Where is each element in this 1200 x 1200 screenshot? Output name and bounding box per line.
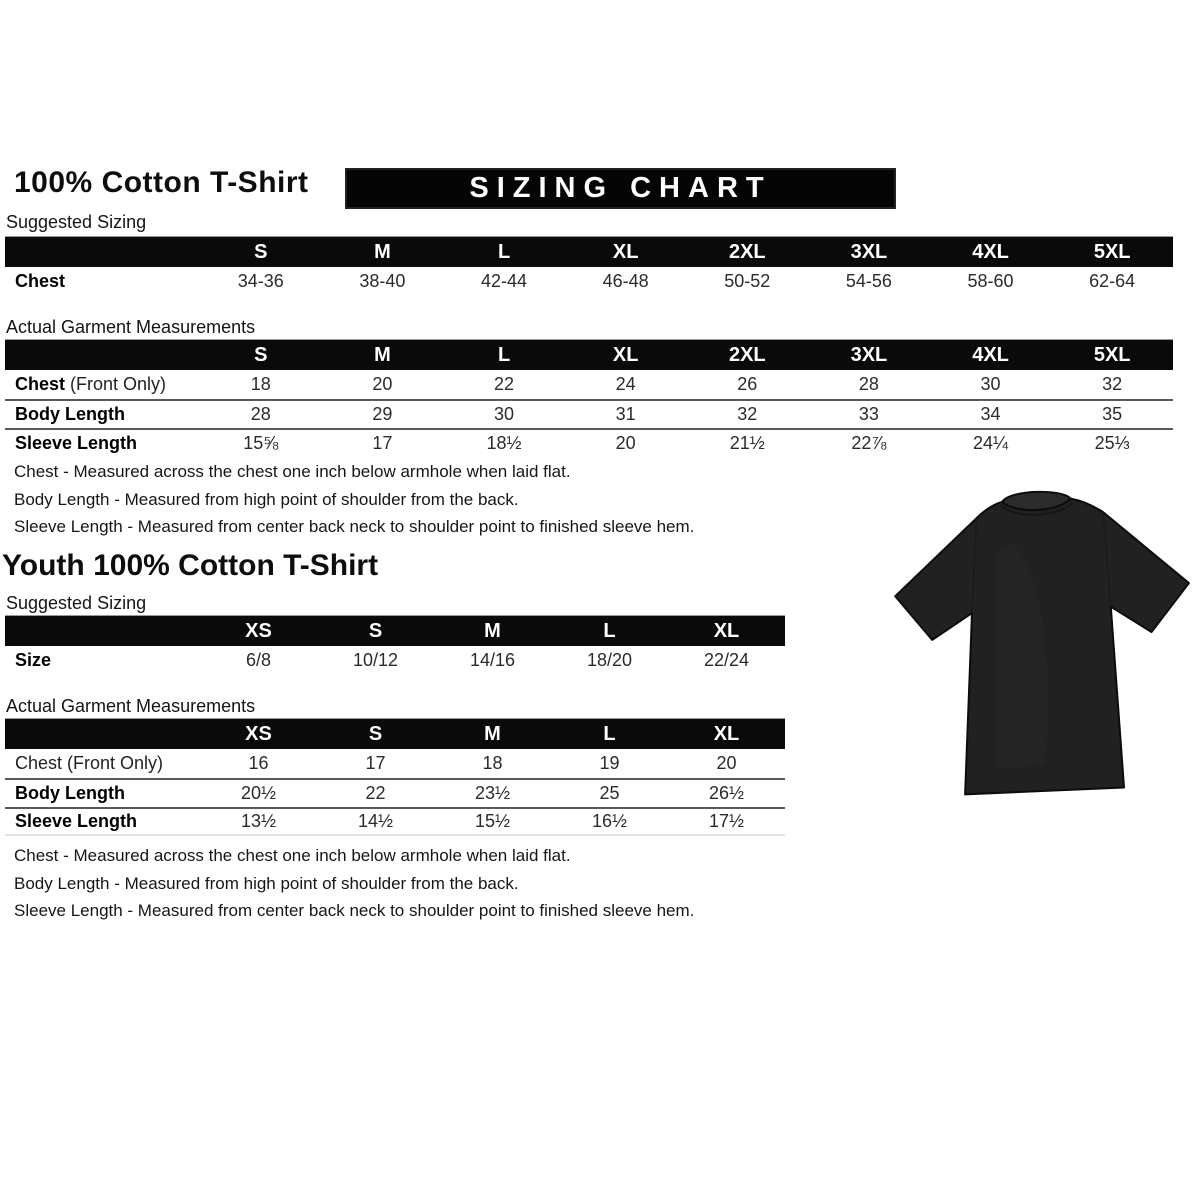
- table-row-body-length: [5, 399, 1173, 428]
- cell-value: 6/8: [245, 650, 272, 670]
- cell-value: 22: [494, 374, 515, 394]
- cell-value: 20: [716, 753, 737, 773]
- size-column-header: XS: [245, 619, 272, 642]
- adult-actual-measurements-table: [5, 339, 1173, 457]
- youth-suggested-header-row: [5, 615, 785, 646]
- youth-actual-header-row: [5, 718, 785, 749]
- row-label: Chest (Front Only): [15, 753, 164, 773]
- cell-value: 20½: [240, 783, 277, 803]
- cell-value: 18½: [486, 433, 522, 453]
- cell-value: 17½: [708, 811, 745, 831]
- row-label: Sleeve Length: [15, 811, 138, 831]
- youth-title: Youth 100% Cotton T-Shirt: [2, 549, 379, 582]
- table-row: [5, 267, 1173, 296]
- size-column-header: M: [374, 343, 391, 366]
- cell-value: 34: [980, 404, 1001, 424]
- size-column-header: M: [484, 619, 501, 642]
- cell-value: 42-44: [481, 271, 528, 291]
- cell-value: 31: [615, 404, 636, 424]
- cell-value: 14½: [357, 811, 394, 831]
- note-body-length: Body Length - Measured from high point of shoulder from the back.: [14, 489, 519, 509]
- youth-suggested-sizing-table: [5, 615, 785, 675]
- cell-value: 22⅞: [851, 433, 887, 453]
- cell-value: 29: [372, 404, 393, 424]
- size-column-header: 5XL: [1093, 343, 1131, 366]
- note-sleeve-length: Sleeve Length - Measured from center back neck to shoulder point to finished sleeve hem.: [14, 901, 695, 920]
- size-column-header: 3XL: [850, 343, 888, 366]
- cell-value: 17: [365, 753, 386, 773]
- cell-value: 16½: [591, 811, 628, 831]
- size-column-header: 4XL: [972, 343, 1009, 366]
- table-row-chest: [5, 370, 1173, 399]
- size-column-header: L: [497, 240, 511, 263]
- cell-value: 62-64: [1089, 271, 1136, 291]
- adult-suggested-header-row: [5, 236, 1173, 267]
- table-row-sleeve-length: [5, 428, 1173, 457]
- cell-value: 28: [250, 404, 271, 424]
- tshirt-image: [889, 483, 1197, 805]
- adult-suggested-sizing-table: [5, 236, 1173, 296]
- cell-value: 18/20: [586, 650, 633, 670]
- table-row-size: [5, 646, 785, 675]
- cell-value: 34-36: [237, 271, 284, 291]
- cell-value: 16: [248, 753, 269, 773]
- size-column-header: XL: [612, 343, 639, 366]
- youth-actual-measurements-label: Actual Garment Measurements: [6, 696, 256, 716]
- size-column-header: 5XL: [1093, 240, 1131, 263]
- cell-value: 18: [482, 753, 503, 773]
- adult-actual-header-row: [5, 339, 1173, 370]
- size-column-header: M: [374, 240, 391, 263]
- note-sleeve-length: Sleeve Length - Measured from center back neck to shoulder point to finished sleeve hem.: [14, 517, 695, 536]
- size-column-header: XS: [245, 722, 272, 745]
- cell-value: 26½: [708, 783, 745, 803]
- cell-value: 25: [599, 783, 620, 803]
- cell-value: 25⅓: [1094, 433, 1130, 453]
- cell-value: 24¼: [973, 433, 1009, 453]
- size-column-header: L: [603, 619, 616, 642]
- row-label: Sleeve Length: [15, 433, 138, 453]
- cell-value: 17: [372, 433, 393, 453]
- table-row-sleeve-length: [5, 807, 785, 836]
- table-row-chest: [5, 749, 785, 778]
- cell-value: 46-48: [602, 271, 649, 291]
- size-column-header: XL: [612, 240, 639, 263]
- size-column-header: S: [368, 619, 383, 642]
- cell-value: 14/16: [469, 650, 516, 670]
- size-column-header: M: [484, 722, 501, 745]
- cell-value: 58-60: [967, 271, 1014, 291]
- cell-value: 30: [494, 404, 515, 424]
- cell-value: 26: [737, 374, 758, 394]
- table-row-body-length: [5, 778, 785, 807]
- cell-value: 33: [858, 404, 879, 424]
- row-label: Size: [15, 650, 52, 670]
- cell-value: 13½: [240, 811, 277, 831]
- note-chest: Chest - Measured across the chest one inch below armhole when laid flat.: [14, 846, 571, 865]
- cell-value: 32: [1102, 374, 1123, 394]
- cell-value: 20: [372, 374, 393, 394]
- cell-value: 32: [737, 404, 758, 424]
- size-column-header: S: [368, 722, 383, 745]
- row-label: [5, 374, 200, 395]
- note-body-length: Body Length - Measured from high point of shoulder from the back.: [14, 873, 519, 893]
- adult-measurement-notes: [14, 463, 814, 546]
- cell-value: 24: [615, 374, 636, 394]
- youth-suggested-sizing-label: Suggested Sizing: [6, 593, 147, 613]
- sizing-chart-banner: [345, 168, 896, 209]
- cell-value: 35: [1102, 404, 1123, 424]
- cell-value: 21½: [729, 433, 765, 453]
- cell-value: 30: [980, 374, 1001, 394]
- cell-value: 18: [250, 374, 271, 394]
- size-column-header: XL: [713, 722, 740, 745]
- cell-value: 20: [615, 433, 636, 453]
- size-column-header: S: [254, 240, 268, 263]
- size-column-header: L: [497, 343, 511, 366]
- size-column-header: L: [603, 722, 616, 745]
- size-column-header: XL: [713, 619, 740, 642]
- adult-suggested-sizing-label: Suggested Sizing: [6, 212, 147, 232]
- youth-actual-measurements-table: [5, 718, 785, 836]
- adult-actual-measurements-label: Actual Garment Measurements: [6, 317, 256, 337]
- adult-title: 100% Cotton T-Shirt: [14, 166, 309, 199]
- row-label: Chest: [15, 271, 66, 291]
- row-label: Body Length: [15, 404, 125, 424]
- size-column-header: 3XL: [850, 240, 888, 263]
- cell-value: 38-40: [359, 271, 406, 291]
- youth-measurement-notes: [14, 847, 814, 930]
- sizing-chart-banner-text: SIZING CHART: [469, 172, 772, 204]
- cell-value: 28: [858, 374, 879, 394]
- size-column-header: 2XL: [728, 240, 766, 263]
- cell-value: 54-56: [845, 271, 892, 291]
- cell-value: 10/12: [352, 650, 399, 670]
- note-chest: Chest - Measured across the chest one inch below armhole when laid flat.: [14, 462, 571, 481]
- cell-value: 50-52: [724, 271, 771, 291]
- row-label-bold: Chest: [15, 374, 66, 394]
- cell-value: 22/24: [703, 650, 750, 670]
- size-column-header: S: [254, 343, 268, 366]
- cell-value: 22: [365, 783, 386, 803]
- tshirt-graphic: [889, 483, 1197, 805]
- cell-value: 15½: [474, 811, 511, 831]
- cell-value: 23½: [474, 783, 511, 803]
- cell-value: 15⅝: [243, 433, 279, 453]
- cell-value: 19: [599, 753, 620, 773]
- size-column-header: 4XL: [972, 240, 1009, 263]
- row-label-note: (Front Only): [65, 374, 167, 394]
- size-column-header: 2XL: [728, 343, 766, 366]
- row-label: Body Length: [15, 783, 125, 803]
